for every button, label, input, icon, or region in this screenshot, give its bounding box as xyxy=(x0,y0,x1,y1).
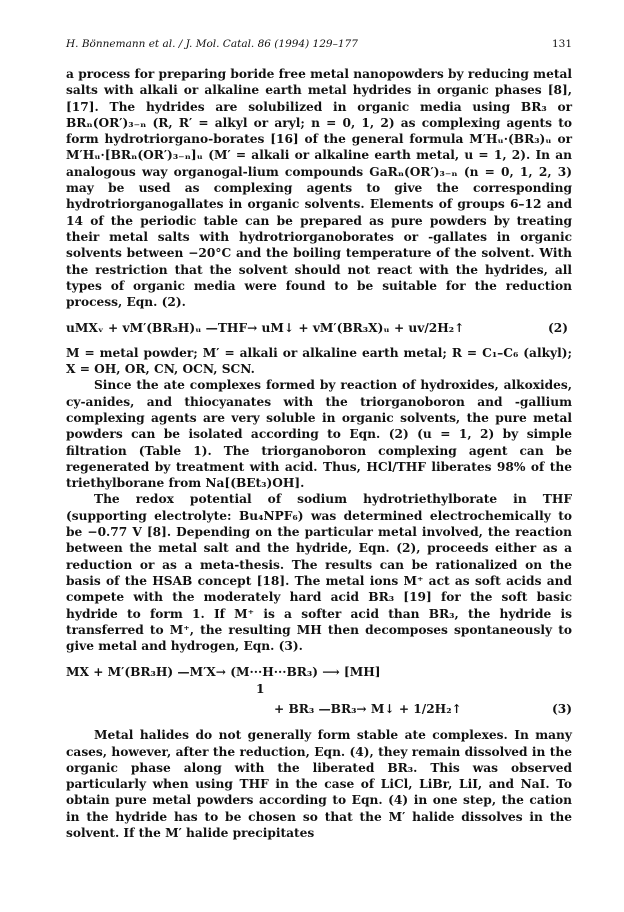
paragraph-4: Metal halides do not generally form stable ate complexes. In many cases, however, after the reduction, Eqn. (4), they remain dissolved in the organic phase along with the liberated BR₃. This was observed particularly when using THF in the case of LiCl, LiBr, LiI, and NaI. To obtain pure metal powders according to Eqn. (4) in one step, the cation in the hydride has to be chosen so that the M′ halide dissolves in the solvent. If the M′ halide precipitates xyxy=(66,728,572,841)
running-title: H. Bönnemann et al. / J. Mol. Catal. 86 (1994) 129–177 xyxy=(66,38,358,50)
paragraph-1: a process for preparing boride free metal nanopowders by reducing metal salts with alkali or alkaline earth metal hydrides in organic phases [8], [17]. The hydrides are solubilized in organic media using BR₃ or BRₙ(OR′)₃₋ₙ (R, R′ = alkyl or aryl; n = 0, 1, 2) as complexing agents to form hydrotriorgano-borates [16] of the general formula M′Hᵤ·(BR₃)ᵤ or M′Hᵤ·[BRₙ(OR′)₃₋ₙ]ᵤ (M′ = alkali or alkaline earth metal, u = 1, 2). In an analogous way organogal-lium compounds GaRₙ(OR′)₃₋ₙ (n = 0, 1, 2, 3) may be used as complexing agents to give the corresponding hydrotriorganogallates in organic solvents. Elements of groups 6–12 and 14 of the periodic table can be prepared as pure powders by treating their metal salts with hydrotriorganoborates or -gallates in organic solvents between −20°C and the boiling temperature of the solvent. With the restriction that the solvent should not react with the hydrides, all types of organic media were found to be suitable for the reduction process, Eqn. (2). xyxy=(66,67,572,310)
body-text xyxy=(66,66,572,841)
equation-3-number: (3) xyxy=(551,701,572,716)
running-header xyxy=(66,38,572,50)
equation-3-label: 1 xyxy=(256,681,265,696)
equation-3-line-1-body: MX + M′(BR₃H) —M′X→ (M···H···BR₃) ⟶ [MH] xyxy=(66,665,381,680)
page-number: 131 xyxy=(551,38,572,50)
equation-3-line-1 xyxy=(66,664,572,697)
equation-3-line-2-body: + BR₃ —BR₃→ M↓ + 1/2H₂↑ xyxy=(274,701,462,716)
equation-3-line-2 xyxy=(66,701,572,717)
paragraph-3: The redox potential of sodium hydrotriethylborate in THF (supporting electrolyte: Bu₄NPF₆) was determined electrochemically to be −0.77 V [8]. Depending on the particular metal involved, the reaction between the metal salt and the hydride, Eqn. (2), proceeds either as a reduction or as a meta-thesis. The results can be rationalized on the basis of the HSAB concept [18]. The metal ions M⁺ act as soft acids and compete with the moderately hard acid BR₃ [19] for the soft basic hydride to form 1. If M⁺ is a softer acid than BR₃, the hydride is transferred to M⁺, the resulting MH then decomposes spontaneously to give metal and hydrogen, Eqn. (3). xyxy=(66,492,572,654)
definitions: M = metal powder; M′ = alkali or alkaline earth metal; R = C₁–C₆ (alkyl); X = OH, OR, CN, OCN, SCN. xyxy=(66,345,572,377)
equation-2 xyxy=(66,320,572,336)
equation-2-body: uMXᵥ + vM′(BR₃H)ᵤ —THF→ uM↓ + vM′(BR₃X)ᵤ + uv/2H₂↑ xyxy=(66,321,465,336)
paragraph-2: Since the ate complexes formed by reaction of hydroxides, alkoxides, cy-anides, and thiocyanates with the triorganoboron and -gallium complexing agents are very soluble in organic solvents, the pure metal powders can be isolated according to Eqn. (2) (u = 1, 2) by simple filtration (Table 1). The triorganoboron complexing agent can be regenerated by treatment with acid. Thus, HCl/THF liberates 98% of the triethylborane from Na[(BEt₃)OH]. xyxy=(66,378,572,491)
equation-2-number: (2) xyxy=(547,321,568,336)
